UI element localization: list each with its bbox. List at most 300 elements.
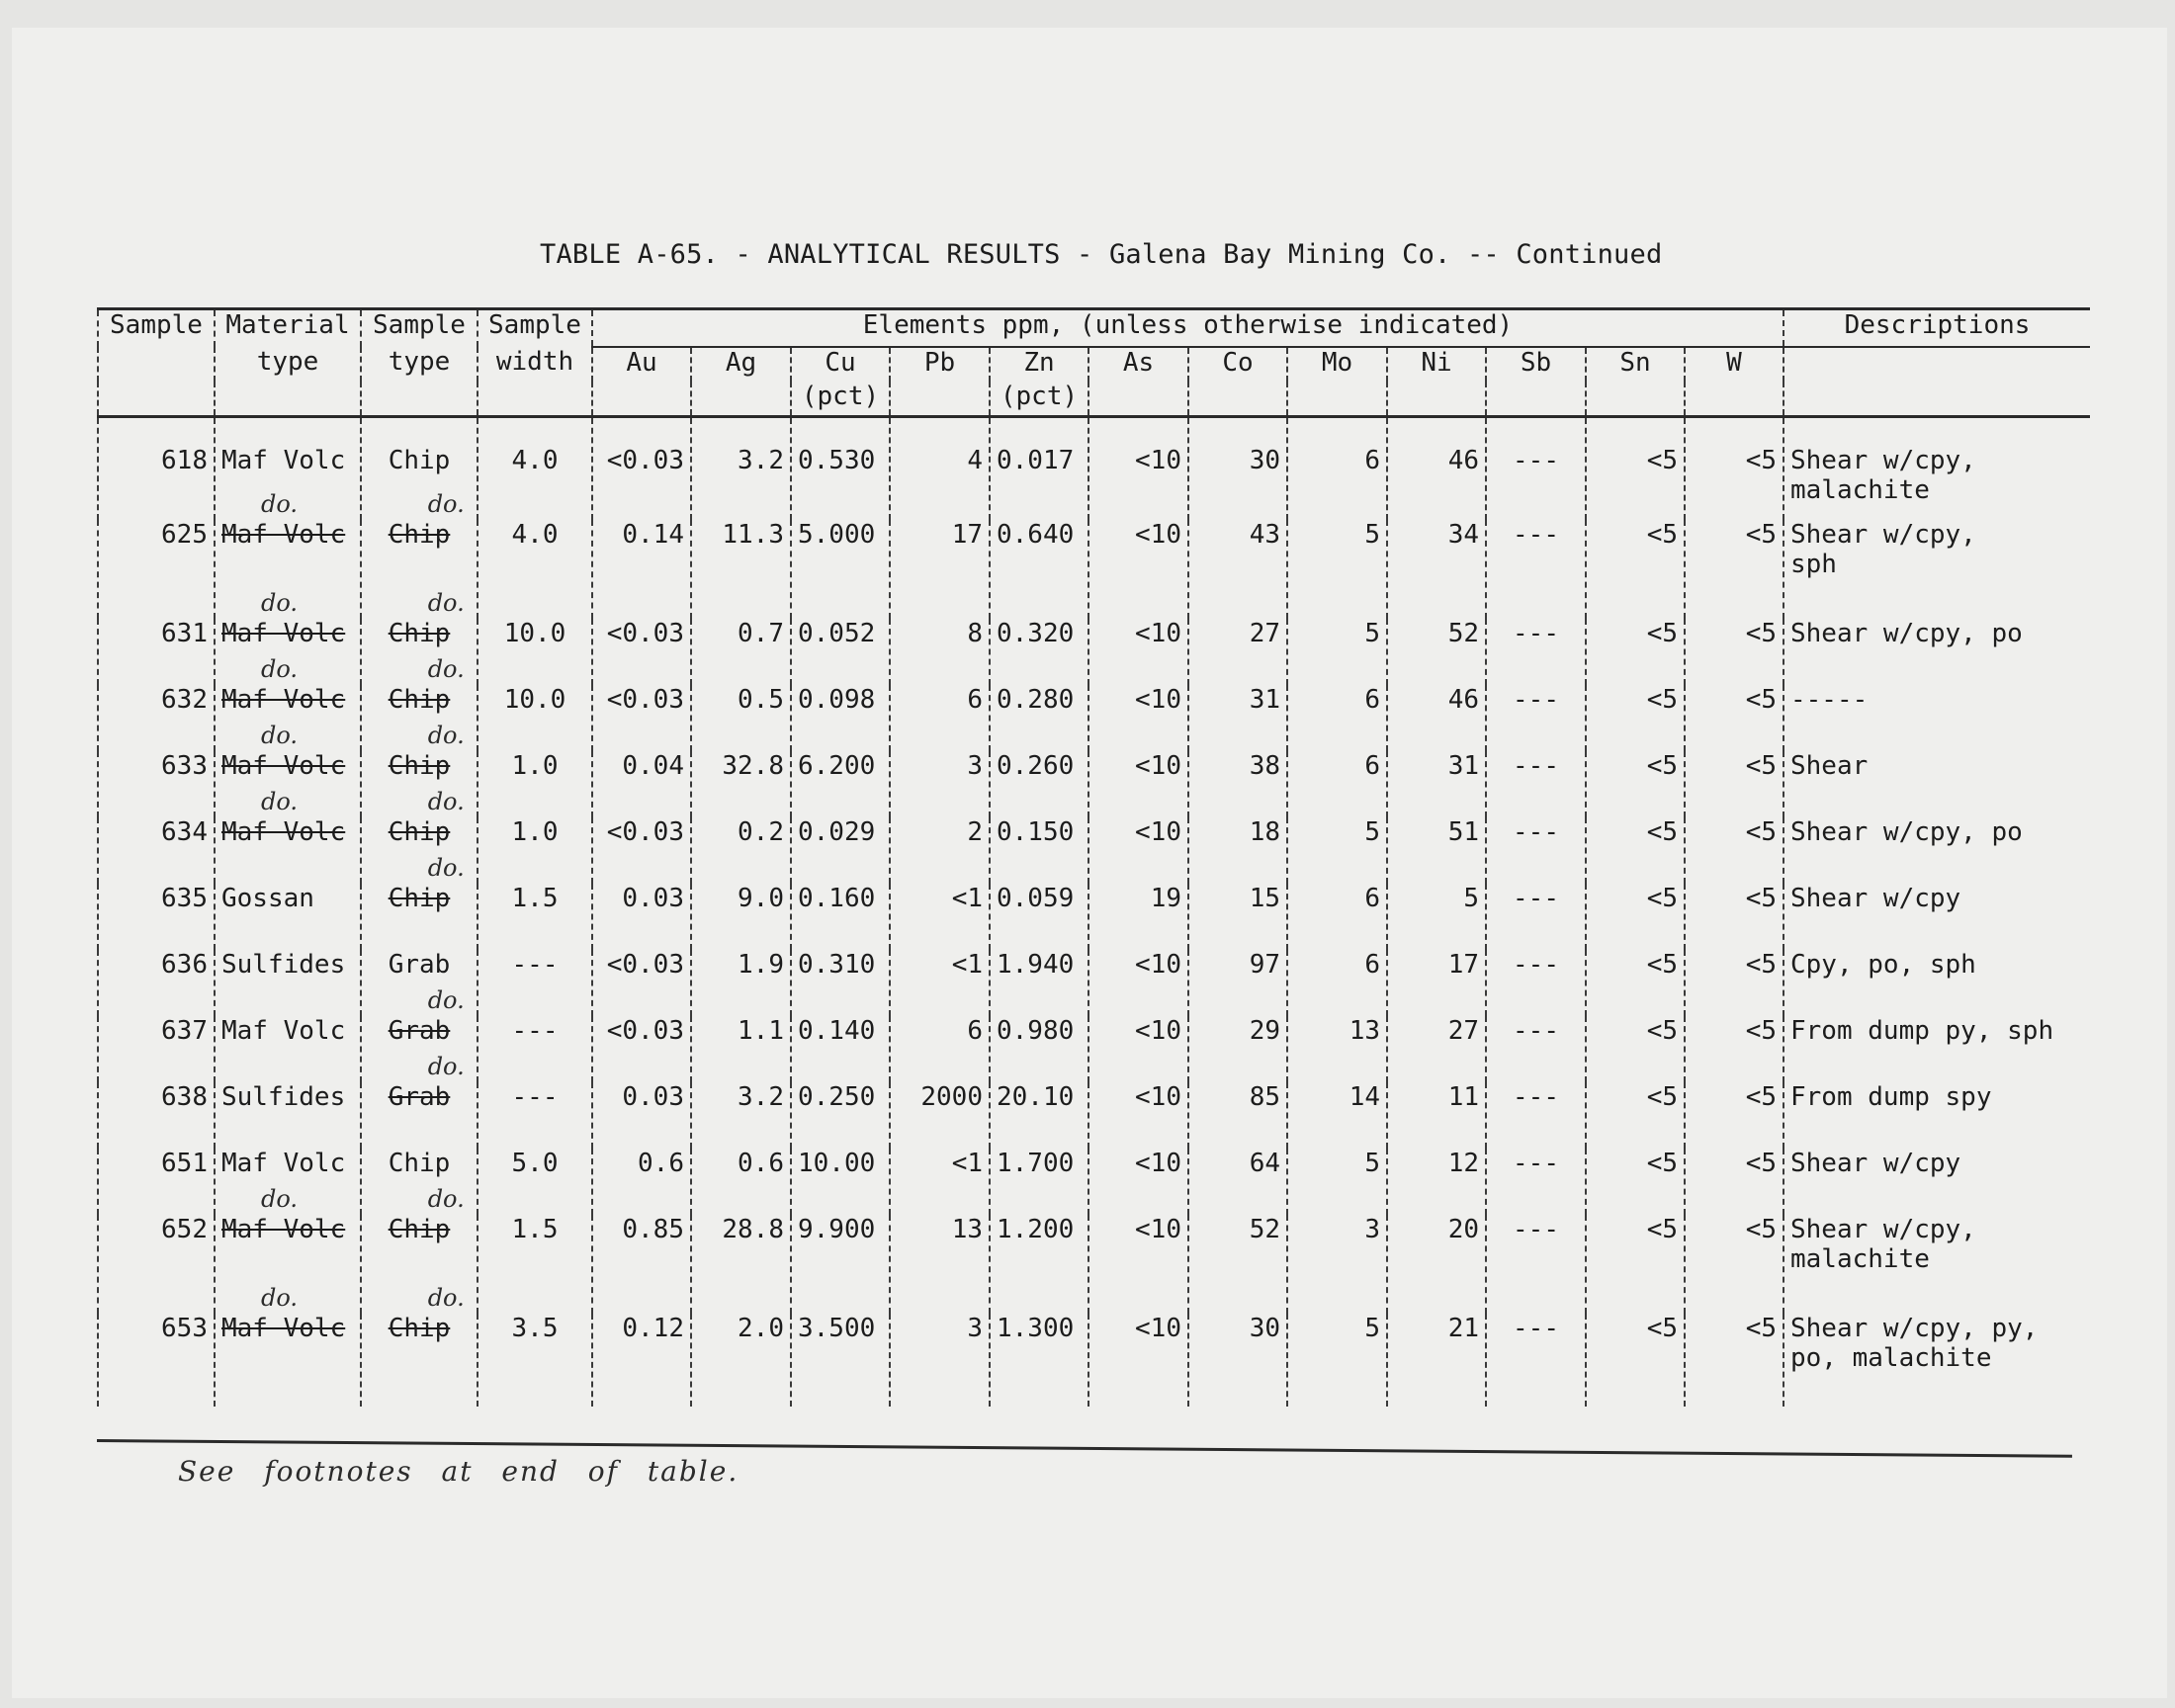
cell-as: 19 [1088,884,1188,950]
cell-sn: <5 [1586,1314,1685,1407]
table-row [98,619,2090,685]
cell-sb: --- [1486,1149,1586,1215]
table-title: TABLE A-65. - ANALYTICAL RESULTS - Galena Bay Mining Co. -- Continued [540,239,1663,270]
cell-sample: 652 [98,1215,215,1314]
cell-cu: 0.052 [791,619,890,685]
cell-au: <0.03 [592,619,691,685]
cell-cu: 0.530 [791,417,890,521]
cell-sample: 618 [98,417,215,521]
description-line: From dump py, sph [1790,1016,2054,1046]
cell-ni: 46 [1387,685,1486,751]
cell-sb: --- [1486,1082,1586,1149]
header-row-1 [98,309,2090,348]
cell-au: 0.14 [592,520,691,619]
col-as-head: As [1088,347,1188,382]
cell-as: <10 [1088,1082,1188,1149]
handwritten-ditto: do. [427,1185,465,1213]
cell-desc [1784,884,2090,950]
cell-material: Sulfides [215,950,361,1016]
cell-w: <5 [1685,751,1784,817]
col-width-head-2: width [478,347,592,382]
cell-desc [1784,520,2090,619]
cell-sn: <5 [1586,1082,1685,1149]
cell-sn: <5 [1586,1016,1685,1082]
cell-au: 0.03 [592,884,691,950]
col-cu-unit: (pct) [791,382,890,417]
cell-pb: 4 [890,417,990,521]
cell-ag: 0.6 [691,1149,791,1215]
cell-as: <10 [1088,417,1188,521]
col-material-head-3 [215,382,361,417]
table-row [98,950,2090,1016]
cell-w: <5 [1685,1314,1784,1407]
cell-sb: --- [1486,1016,1586,1082]
cell-pb: 6 [890,685,990,751]
handwritten-ditto: do. [427,490,465,518]
col-au-head: Au [592,347,691,382]
cell-sample: 651 [98,1149,215,1215]
cell-mo: 6 [1287,751,1387,817]
cell-ag: 0.2 [691,817,791,884]
cell-as: <10 [1088,751,1188,817]
cell-cu: 9.900 [791,1215,890,1314]
col-sample-head-3 [98,382,215,417]
cell-zn: 0.260 [990,751,1088,817]
col-w-unit [1685,382,1784,417]
cell-width: 4.0 [478,417,592,521]
document-page [12,28,2167,1698]
cell-width: --- [478,1016,592,1082]
cell-cu: 6.200 [791,751,890,817]
cell-co: 43 [1188,520,1287,619]
cell-pb: 3 [890,1314,990,1407]
cell-material: Gossan [215,884,361,950]
cell-desc [1784,417,2090,521]
cell-co: 85 [1188,1082,1287,1149]
analytical-results-table [97,307,2090,1407]
cell-type: Chip [361,1149,478,1215]
struck-type-text: Grab [388,1082,451,1112]
cell-ni: 20 [1387,1215,1486,1314]
struck-material-text: Maf Volc [221,817,346,847]
cell-as: <10 [1088,1016,1188,1082]
cell-sb: --- [1486,884,1586,950]
struck-type-text: Chip [388,685,451,715]
cell-sb: --- [1486,520,1586,619]
cell-ag: 3.2 [691,1082,791,1149]
cell-co: 30 [1188,417,1287,521]
handwritten-ditto: do. [427,1053,465,1080]
cell-zn: 0.017 [990,417,1088,521]
table-row [98,1082,2090,1149]
cell-desc [1784,1215,2090,1314]
cell-pb: <1 [890,950,990,1016]
col-ag-head: Ag [691,347,791,382]
cell-type [361,1284,478,1407]
struck-type-text: Grab [388,1016,451,1046]
cell-type [361,1053,478,1149]
cell-w: <5 [1685,417,1784,521]
cell-cu: 0.250 [791,1082,890,1149]
cell-w: <5 [1685,817,1784,884]
cell-desc [1784,817,2090,884]
cell-material: Maf Volc [215,417,361,521]
col-sample-type-head-2: type [361,347,478,382]
col-ni-unit [1387,382,1486,417]
cell-sb: --- [1486,950,1586,1016]
cell-pb: 3 [890,751,990,817]
col-sn-unit [1586,382,1685,417]
cell-au: 0.04 [592,751,691,817]
cell-au: 0.03 [592,1082,691,1149]
cell-sample: 625 [98,520,215,619]
table-row [98,1149,2090,1215]
cell-ni: 12 [1387,1149,1486,1215]
cell-sb: --- [1486,619,1586,685]
table-row [98,685,2090,751]
cell-as: <10 [1088,1149,1188,1215]
col-descriptions-head-3 [1784,382,2090,417]
handwritten-ditto: do. [427,655,465,683]
cell-co: 30 [1188,1314,1287,1407]
cell-ag: 2.0 [691,1314,791,1407]
cell-sn: <5 [1586,1149,1685,1215]
cell-as: <10 [1088,1215,1188,1314]
cell-sample: 631 [98,619,215,685]
col-cu-head: Cu [791,347,890,382]
col-w-head: W [1685,347,1784,382]
handwritten-ditto: do. [427,722,465,749]
cell-mo: 5 [1287,1149,1387,1215]
cell-au: <0.03 [592,1016,691,1082]
cell-ag: 0.5 [691,685,791,751]
col-zn-unit: (pct) [990,382,1088,417]
description-line: sph [1790,550,1837,579]
table-row [98,1215,2090,1314]
cell-ni: 46 [1387,417,1486,521]
cell-cu: 0.140 [791,1016,890,1082]
cell-type: Chip [361,417,478,521]
description-line: ----- [1790,685,1869,715]
struck-type-text: Chip [388,884,451,913]
cell-sn: <5 [1586,619,1685,685]
cell-cu: 5.000 [791,520,890,619]
cell-ni: 5 [1387,884,1486,950]
cell-ag: 0.7 [691,619,791,685]
cell-zn: 1.300 [990,1314,1088,1407]
col-width-head: Sample [478,309,592,348]
cell-sb: --- [1486,817,1586,884]
cell-sn: <5 [1586,950,1685,1016]
struck-material-text: Maf Volc [221,520,346,550]
cell-sb: --- [1486,1314,1586,1407]
struck-material-text: Maf Volc [221,619,346,648]
cell-desc [1784,1314,2090,1407]
col-co-head: Co [1188,347,1287,382]
cell-material: Maf Volc [215,1016,361,1082]
cell-w: <5 [1685,520,1784,619]
cell-type: Grab [361,950,478,1016]
cell-zn: 1.940 [990,950,1088,1016]
cell-co: 31 [1188,685,1287,751]
elements-span-head: Elements ppm, (unless otherwise indicated) [592,309,1784,348]
cell-sb: --- [1486,685,1586,751]
cell-co: 52 [1188,1215,1287,1314]
col-sb-head: Sb [1486,347,1586,382]
cell-sb: --- [1486,751,1586,817]
cell-ag: 32.8 [691,751,791,817]
cell-au: <0.03 [592,950,691,1016]
table-row [98,417,2090,521]
cell-pb: 13 [890,1215,990,1314]
handwritten-ditto: do. [427,589,465,617]
handwritten-ditto: do. [427,986,465,1014]
struck-type-text: Chip [388,1314,451,1343]
handwritten-ditto: do. [261,655,299,683]
cell-cu: 0.098 [791,685,890,751]
cell-w: <5 [1685,685,1784,751]
handwritten-ditto: do. [261,1284,299,1312]
cell-zn: 0.320 [990,619,1088,685]
cell-zn: 1.700 [990,1149,1088,1215]
cell-mo: 5 [1287,1314,1387,1407]
description-line: Shear w/cpy, py, [1790,1314,2039,1343]
struck-type-text: Chip [388,1215,451,1244]
cell-ni: 21 [1387,1314,1486,1407]
cell-desc [1784,751,2090,817]
cell-ag: 3.2 [691,417,791,521]
cell-sn: <5 [1586,751,1685,817]
col-sb-unit [1486,382,1586,417]
cell-mo: 5 [1287,817,1387,884]
cell-width: --- [478,1082,592,1149]
cell-material [215,788,361,884]
table-row [98,1016,2090,1082]
cell-w: <5 [1685,1149,1784,1215]
cell-sample: 634 [98,817,215,884]
struck-type-text: Chip [388,520,451,550]
handwritten-ditto: do. [261,589,299,617]
col-ni-head: Ni [1387,347,1486,382]
cell-ni: 11 [1387,1082,1486,1149]
cell-width: 1.5 [478,884,592,950]
col-zn-head: Zn [990,347,1088,382]
description-line: malachite [1790,475,1930,505]
cell-pb: 6 [890,1016,990,1082]
cell-width: 10.0 [478,685,592,751]
cell-pb: <1 [890,1149,990,1215]
cell-sn: <5 [1586,1215,1685,1314]
cell-ni: 34 [1387,520,1486,619]
cell-au: <0.03 [592,817,691,884]
col-sample-type-head-3 [361,382,478,417]
cell-ag: 1.1 [691,1016,791,1082]
handwritten-ditto: do. [427,1284,465,1312]
cell-pb: 2000 [890,1082,990,1149]
cell-ni: 27 [1387,1016,1486,1082]
cell-mo: 6 [1287,417,1387,521]
table-row [98,520,2090,619]
cell-co: 97 [1188,950,1287,1016]
description-line: Shear w/cpy, [1790,446,1976,475]
cell-sn: <5 [1586,685,1685,751]
cell-zn: 1.200 [990,1215,1088,1314]
col-pb-head: Pb [890,347,990,382]
description-line: malachite [1790,1244,1930,1274]
cell-pb: 2 [890,817,990,884]
cell-zn: 0.980 [990,1016,1088,1082]
col-descriptions-head: Descriptions [1784,309,2090,348]
cell-au: 0.85 [592,1215,691,1314]
handwritten-ditto: do. [427,788,465,815]
table-row [98,751,2090,817]
cell-sample: 632 [98,685,215,751]
cell-sb: --- [1486,1215,1586,1314]
description-line: Shear w/cpy, po [1790,817,2023,847]
cell-mo: 6 [1287,685,1387,751]
cell-width: 3.5 [478,1314,592,1407]
table-row [98,884,2090,950]
cell-au: 0.6 [592,1149,691,1215]
cell-cu: 10.00 [791,1149,890,1215]
cell-w: <5 [1685,619,1784,685]
cell-w: <5 [1685,1215,1784,1314]
cell-ni: 52 [1387,619,1486,685]
description-line: From dump spy [1790,1082,1992,1112]
cell-mo: 5 [1287,520,1387,619]
cell-ag: 28.8 [691,1215,791,1314]
cell-desc [1784,685,2090,751]
col-ag-unit [691,382,791,417]
col-sample-type-head: Sample [361,309,478,348]
cell-au: <0.03 [592,685,691,751]
cell-w: <5 [1685,1082,1784,1149]
cell-zn: 0.640 [990,520,1088,619]
cell-as: <10 [1088,619,1188,685]
cell-desc [1784,1149,2090,1215]
col-as-unit [1088,382,1188,417]
cell-sample: 635 [98,884,215,950]
cell-ag: 9.0 [691,884,791,950]
cell-sample: 636 [98,950,215,1016]
cell-sn: <5 [1586,817,1685,884]
col-sample-head-2 [98,347,215,382]
cell-zn: 0.150 [990,817,1088,884]
description-line: Shear [1790,751,1869,781]
cell-mo: 6 [1287,950,1387,1016]
col-au-unit [592,382,691,417]
cell-width: 1.5 [478,1215,592,1314]
cell-w: <5 [1685,950,1784,1016]
cell-desc [1784,950,2090,1016]
col-material-head-2: type [215,347,361,382]
cell-au: 0.12 [592,1314,691,1407]
struck-material-text: Maf Volc [221,751,346,781]
cell-ni: 17 [1387,950,1486,1016]
handwritten-ditto: do. [261,788,299,815]
header-row-2 [98,347,2090,382]
cell-type [361,854,478,950]
description-line: Shear w/cpy, [1790,1215,1976,1244]
cell-sample: 633 [98,751,215,817]
cell-as: <10 [1088,817,1188,884]
cell-as: <10 [1088,520,1188,619]
col-sample-head: Sample [98,309,215,348]
cell-desc [1784,1016,2090,1082]
cell-pb: 8 [890,619,990,685]
struck-material-text: Maf Volc [221,1314,346,1343]
cell-sn: <5 [1586,520,1685,619]
cell-sample: 653 [98,1314,215,1407]
cell-ag: 1.9 [691,950,791,1016]
description-line: Shear w/cpy [1790,884,1961,913]
cell-w: <5 [1685,884,1784,950]
cell-co: 18 [1188,817,1287,884]
table-row [98,1314,2090,1407]
handwritten-ditto: do. [261,490,299,518]
cell-pb: 17 [890,520,990,619]
cell-material: Sulfides [215,1082,361,1149]
header-row-3 [98,382,2090,417]
cell-pb: <1 [890,884,990,950]
cell-cu: 3.500 [791,1314,890,1407]
table-row [98,817,2090,884]
cell-ag: 11.3 [691,520,791,619]
cell-zn: 0.059 [990,884,1088,950]
cell-zn: 0.280 [990,685,1088,751]
struck-type-text: Chip [388,619,451,648]
cell-sn: <5 [1586,417,1685,521]
cell-material: Maf Volc [215,1149,361,1215]
cell-sn: <5 [1586,884,1685,950]
cell-mo: 5 [1287,619,1387,685]
col-mo-unit [1287,382,1387,417]
cell-w: <5 [1685,1016,1784,1082]
col-sn-head: Sn [1586,347,1685,382]
cell-sample: 638 [98,1082,215,1149]
struck-material-text: Maf Volc [221,685,346,715]
col-width-head-3 [478,382,592,417]
col-material-head: Material [215,309,361,348]
col-descriptions-head-2 [1784,347,2090,382]
cell-as: <10 [1088,950,1188,1016]
cell-cu: 0.160 [791,884,890,950]
cell-desc [1784,619,2090,685]
description-line: Shear w/cpy [1790,1149,1961,1178]
description-line: Cpy, po, sph [1790,950,1976,980]
cell-width: 5.0 [478,1149,592,1215]
cell-co: 15 [1188,884,1287,950]
cell-cu: 0.029 [791,817,890,884]
cell-desc [1784,1082,2090,1149]
cell-mo: 13 [1287,1016,1387,1082]
cell-co: 38 [1188,751,1287,817]
struck-material-text: Maf Volc [221,1215,346,1244]
cell-material [215,1284,361,1407]
cell-zn: 20.10 [990,1082,1088,1149]
struck-type-text: Chip [388,751,451,781]
cell-co: 64 [1188,1149,1287,1215]
cell-mo: 6 [1287,884,1387,950]
cell-sb: --- [1486,417,1586,521]
cell-width: 1.0 [478,817,592,884]
cell-as: <10 [1088,685,1188,751]
cell-width: --- [478,950,592,1016]
cell-width: 10.0 [478,619,592,685]
handwritten-ditto: do. [261,1185,299,1213]
description-line: po, malachite [1790,1343,1992,1373]
handwritten-ditto: do. [261,722,299,749]
